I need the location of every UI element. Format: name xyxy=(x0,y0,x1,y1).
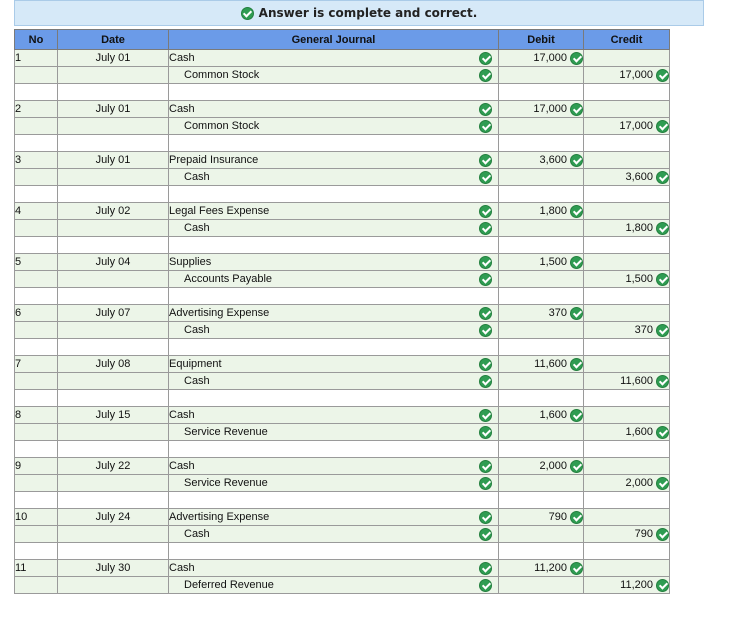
entry-number: 6 xyxy=(15,305,58,322)
check-circle-icon xyxy=(479,205,492,218)
credit-amount-cell[interactable] xyxy=(584,475,670,492)
debit-amount-cell-empty[interactable] xyxy=(499,373,584,390)
empty-cell xyxy=(15,288,58,305)
entry-date[interactable]: July 30 xyxy=(58,560,169,577)
credit-amount: 1,500 xyxy=(625,273,653,285)
credit-amount: 1,800 xyxy=(625,222,653,234)
entry-number: 3 xyxy=(15,152,58,169)
debit-account-cell[interactable] xyxy=(169,509,499,526)
check-circle-icon xyxy=(570,409,583,422)
debit-account-cell[interactable] xyxy=(169,203,499,220)
check-circle-icon xyxy=(479,171,492,184)
entry-date-empty[interactable] xyxy=(58,475,169,492)
credit-amount-cell-empty[interactable] xyxy=(584,560,670,577)
credit-account-cell[interactable] xyxy=(169,322,499,339)
check-circle-icon xyxy=(479,562,492,575)
entry-number-empty xyxy=(15,373,58,390)
journal-spacer-row xyxy=(15,186,670,203)
check-circle-icon xyxy=(570,562,583,575)
empty-cell xyxy=(169,390,499,407)
entry-date[interactable]: July 01 xyxy=(58,50,169,67)
debit-amount-cell[interactable] xyxy=(499,152,584,169)
empty-cell xyxy=(584,135,670,152)
result-banner-text: Answer is complete and correct. xyxy=(258,6,478,20)
journal-entry-credit-row xyxy=(15,424,670,441)
check-circle-icon xyxy=(479,375,492,388)
credit-amount-cell-empty[interactable] xyxy=(584,152,670,169)
debit-amount: 11,600 xyxy=(534,358,567,370)
credit-amount-cell[interactable] xyxy=(584,577,670,594)
check-circle-icon xyxy=(656,528,669,541)
check-circle-icon xyxy=(479,307,492,320)
entry-date[interactable]: July 01 xyxy=(58,101,169,118)
entry-date-empty[interactable] xyxy=(58,373,169,390)
empty-cell xyxy=(169,492,499,509)
debit-account-name: Cash xyxy=(169,52,195,64)
entry-number: 7 xyxy=(15,356,58,373)
debit-account-name: Advertising Expense xyxy=(169,511,270,523)
check-circle-icon xyxy=(479,511,492,524)
journal-entry-credit-row xyxy=(15,169,670,186)
debit-account-name: Legal Fees Expense xyxy=(169,205,270,217)
credit-amount: 17,000 xyxy=(619,69,653,81)
debit-account-name: Cash xyxy=(169,562,195,574)
journal-entry-credit-row xyxy=(15,373,670,390)
empty-cell xyxy=(15,186,58,203)
general-journal-table xyxy=(14,29,670,594)
empty-cell xyxy=(584,492,670,509)
credit-amount-cell-empty[interactable] xyxy=(584,254,670,271)
empty-cell xyxy=(58,186,169,203)
debit-account-cell[interactable] xyxy=(169,305,499,322)
entry-number: 9 xyxy=(15,458,58,475)
empty-cell xyxy=(584,543,670,560)
entry-date[interactable]: July 07 xyxy=(58,305,169,322)
check-circle-icon xyxy=(656,69,669,82)
check-circle-icon xyxy=(479,528,492,541)
journal-entry-debit-row xyxy=(15,509,670,526)
debit-amount: 17,000 xyxy=(533,103,567,115)
debit-account-cell[interactable] xyxy=(169,101,499,118)
journal-spacer-row xyxy=(15,288,670,305)
credit-amount-cell-empty[interactable] xyxy=(584,101,670,118)
empty-cell xyxy=(58,84,169,101)
empty-cell xyxy=(499,186,584,203)
credit-account-cell[interactable] xyxy=(169,373,499,390)
entry-date-empty[interactable] xyxy=(58,322,169,339)
check-circle-icon xyxy=(479,460,492,473)
debit-amount-cell-empty[interactable] xyxy=(499,526,584,543)
check-circle-icon xyxy=(479,256,492,269)
credit-account-cell[interactable] xyxy=(169,577,499,594)
debit-amount-cell-empty[interactable] xyxy=(499,169,584,186)
check-circle-icon xyxy=(570,256,583,269)
empty-cell xyxy=(15,543,58,560)
credit-amount-cell[interactable] xyxy=(584,220,670,237)
credit-amount-cell[interactable] xyxy=(584,424,670,441)
entry-number: 5 xyxy=(15,254,58,271)
journal-body xyxy=(15,50,670,594)
empty-cell xyxy=(169,135,499,152)
check-circle-icon xyxy=(241,7,254,20)
credit-amount: 11,200 xyxy=(620,579,653,591)
journal-entry-credit-row xyxy=(15,475,670,492)
entry-date[interactable]: July 04 xyxy=(58,254,169,271)
check-circle-icon xyxy=(656,222,669,235)
header-debit: Debit xyxy=(499,30,584,50)
debit-amount-cell-empty[interactable] xyxy=(499,220,584,237)
empty-cell xyxy=(15,84,58,101)
entry-number: 11 xyxy=(15,560,58,577)
empty-cell xyxy=(169,186,499,203)
empty-cell xyxy=(499,441,584,458)
credit-amount-cell[interactable] xyxy=(584,322,670,339)
check-circle-icon xyxy=(570,52,583,65)
check-circle-icon xyxy=(479,103,492,116)
entry-number-empty xyxy=(15,169,58,186)
empty-cell xyxy=(58,237,169,254)
credit-account-name: Cash xyxy=(184,324,210,336)
debit-account-name: Equipment xyxy=(169,358,222,370)
journal-spacer-row xyxy=(15,543,670,560)
entry-date-empty[interactable] xyxy=(58,220,169,237)
credit-amount: 17,000 xyxy=(619,120,653,132)
empty-cell xyxy=(584,84,670,101)
empty-cell xyxy=(58,543,169,560)
entry-number: 2 xyxy=(15,101,58,118)
journal-entry-debit-row xyxy=(15,407,670,424)
empty-cell xyxy=(58,339,169,356)
credit-amount-cell[interactable] xyxy=(584,118,670,135)
journal-entry-debit-row xyxy=(15,101,670,118)
check-circle-icon xyxy=(479,154,492,167)
debit-amount-cell[interactable] xyxy=(499,254,584,271)
check-circle-icon xyxy=(570,460,583,473)
check-circle-icon xyxy=(656,171,669,184)
check-circle-icon xyxy=(656,426,669,439)
check-circle-icon xyxy=(656,375,669,388)
empty-cell xyxy=(15,492,58,509)
check-circle-icon xyxy=(479,579,492,592)
debit-amount: 1,500 xyxy=(539,256,567,268)
check-circle-icon xyxy=(656,477,669,490)
entry-date-empty[interactable] xyxy=(58,67,169,84)
check-circle-icon xyxy=(479,222,492,235)
debit-amount-cell-empty[interactable] xyxy=(499,475,584,492)
journal-spacer-row xyxy=(15,441,670,458)
debit-account-name: Advertising Expense xyxy=(169,307,270,319)
journal-spacer-row xyxy=(15,237,670,254)
check-circle-icon xyxy=(570,103,583,116)
empty-cell xyxy=(58,492,169,509)
debit-account-cell[interactable] xyxy=(169,407,499,424)
entry-number-empty xyxy=(15,271,58,288)
entry-number: 10 xyxy=(15,509,58,526)
header-credit: Credit xyxy=(584,30,670,50)
empty-cell xyxy=(58,390,169,407)
check-circle-icon xyxy=(656,273,669,286)
entry-date[interactable]: July 02 xyxy=(58,203,169,220)
entry-number-empty xyxy=(15,67,58,84)
entry-date[interactable]: July 15 xyxy=(58,407,169,424)
debit-account-cell[interactable] xyxy=(169,152,499,169)
credit-account-name: Common Stock xyxy=(184,120,260,132)
journal-entry-credit-row xyxy=(15,220,670,237)
entry-date[interactable]: July 24 xyxy=(58,509,169,526)
empty-cell xyxy=(584,237,670,254)
debit-amount-cell-empty[interactable] xyxy=(499,577,584,594)
journal-spacer-row xyxy=(15,84,670,101)
entry-number-empty xyxy=(15,322,58,339)
credit-amount-cell-empty[interactable] xyxy=(584,203,670,220)
entry-number-empty xyxy=(15,475,58,492)
check-circle-icon xyxy=(479,52,492,65)
debit-account-cell[interactable] xyxy=(169,560,499,577)
entry-date[interactable]: July 01 xyxy=(58,152,169,169)
journal-entry-debit-row xyxy=(15,356,670,373)
credit-account-name: Cash xyxy=(184,222,210,234)
journal-spacer-row xyxy=(15,492,670,509)
credit-amount-cell-empty[interactable] xyxy=(584,356,670,373)
credit-account-name: Cash xyxy=(184,375,210,387)
empty-cell xyxy=(499,543,584,560)
debit-account-cell[interactable] xyxy=(169,458,499,475)
journal-entry-credit-row xyxy=(15,577,670,594)
check-circle-icon xyxy=(656,324,669,337)
debit-amount-cell-empty[interactable] xyxy=(499,322,584,339)
empty-cell xyxy=(169,543,499,560)
credit-account-name: Service Revenue xyxy=(184,426,268,438)
credit-amount-cell[interactable] xyxy=(584,169,670,186)
journal-entry-credit-row xyxy=(15,118,670,135)
journal-entry-debit-row xyxy=(15,152,670,169)
debit-amount-cell[interactable] xyxy=(499,101,584,118)
journal-entry-debit-row xyxy=(15,254,670,271)
header-no: No xyxy=(15,30,58,50)
debit-account-name: Cash xyxy=(169,460,195,472)
debit-account-cell[interactable] xyxy=(169,356,499,373)
check-circle-icon xyxy=(570,205,583,218)
empty-cell xyxy=(499,84,584,101)
journal-entry-debit-row xyxy=(15,305,670,322)
credit-amount-cell-empty[interactable] xyxy=(584,407,670,424)
debit-amount: 790 xyxy=(548,511,567,523)
entry-date-empty[interactable] xyxy=(58,271,169,288)
debit-amount: 3,600 xyxy=(539,154,567,166)
empty-cell xyxy=(15,390,58,407)
result-banner xyxy=(14,0,704,26)
credit-account-cell[interactable] xyxy=(169,526,499,543)
empty-cell xyxy=(15,135,58,152)
debit-amount: 370 xyxy=(548,307,567,319)
empty-cell xyxy=(169,339,499,356)
entry-number: 4 xyxy=(15,203,58,220)
credit-account-cell[interactable] xyxy=(169,169,499,186)
debit-amount-cell[interactable] xyxy=(499,458,584,475)
check-circle-icon xyxy=(479,426,492,439)
entry-date[interactable]: July 22 xyxy=(58,458,169,475)
check-circle-icon xyxy=(479,120,492,133)
credit-account-cell[interactable] xyxy=(169,475,499,492)
empty-cell xyxy=(169,288,499,305)
check-circle-icon xyxy=(479,324,492,337)
journal-entry-debit-row xyxy=(15,203,670,220)
header-date: Date xyxy=(58,30,169,50)
entry-date-empty[interactable] xyxy=(58,577,169,594)
journal-entry-debit-row xyxy=(15,458,670,475)
table-header-row xyxy=(15,30,670,50)
credit-amount-cell[interactable] xyxy=(584,67,670,84)
journal-entry-credit-row xyxy=(15,271,670,288)
credit-amount-cell[interactable] xyxy=(584,271,670,288)
debit-amount-cell-empty[interactable] xyxy=(499,424,584,441)
credit-account-name: Common Stock xyxy=(184,69,260,81)
debit-amount-cell-empty[interactable] xyxy=(499,67,584,84)
entry-date-empty[interactable] xyxy=(58,424,169,441)
empty-cell xyxy=(15,237,58,254)
check-circle-icon xyxy=(479,409,492,422)
entry-number-empty xyxy=(15,424,58,441)
entry-number: 8 xyxy=(15,407,58,424)
empty-cell xyxy=(169,237,499,254)
journal-spacer-row xyxy=(15,135,670,152)
debit-amount-cell[interactable] xyxy=(499,50,584,67)
debit-account-cell[interactable] xyxy=(169,254,499,271)
empty-cell xyxy=(499,390,584,407)
debit-amount-cell[interactable] xyxy=(499,305,584,322)
empty-cell xyxy=(58,441,169,458)
check-circle-icon xyxy=(479,358,492,371)
entry-date-empty[interactable] xyxy=(58,169,169,186)
empty-cell xyxy=(15,441,58,458)
credit-amount-cell-empty[interactable] xyxy=(584,509,670,526)
journal-spacer-row xyxy=(15,390,670,407)
credit-amount-cell[interactable] xyxy=(584,526,670,543)
debit-amount: 2,000 xyxy=(539,460,567,472)
debit-account-name: Cash xyxy=(169,103,195,115)
empty-cell xyxy=(169,84,499,101)
journal-entry-credit-row xyxy=(15,322,670,339)
credit-account-cell[interactable] xyxy=(169,271,499,288)
header-general-journal: General Journal xyxy=(169,30,499,50)
debit-amount-cell[interactable] xyxy=(499,407,584,424)
debit-account-cell[interactable] xyxy=(169,50,499,67)
empty-cell xyxy=(499,135,584,152)
check-circle-icon xyxy=(656,120,669,133)
journal-entry-debit-row xyxy=(15,560,670,577)
empty-cell xyxy=(499,288,584,305)
entry-number-empty xyxy=(15,526,58,543)
entry-number: 1 xyxy=(15,50,58,67)
debit-account-name: Supplies xyxy=(169,256,212,268)
entry-date[interactable]: July 08 xyxy=(58,356,169,373)
journal-entry-credit-row xyxy=(15,526,670,543)
credit-amount: 2,000 xyxy=(625,477,653,489)
empty-cell xyxy=(584,339,670,356)
empty-cell xyxy=(499,492,584,509)
entry-number-empty xyxy=(15,577,58,594)
empty-cell xyxy=(584,288,670,305)
debit-amount: 11,200 xyxy=(534,562,567,574)
empty-cell xyxy=(15,339,58,356)
credit-amount: 3,600 xyxy=(625,171,653,183)
credit-amount: 370 xyxy=(634,324,653,336)
credit-account-name: Accounts Payable xyxy=(184,273,273,285)
check-circle-icon xyxy=(656,579,669,592)
empty-cell xyxy=(58,135,169,152)
journal-entry-credit-row xyxy=(15,67,670,84)
entry-date-empty[interactable] xyxy=(58,526,169,543)
empty-cell xyxy=(169,441,499,458)
credit-amount-cell-empty[interactable] xyxy=(584,305,670,322)
credit-account-name: Service Revenue xyxy=(184,477,268,489)
credit-account-name: Cash xyxy=(184,171,210,183)
check-circle-icon xyxy=(570,154,583,167)
check-circle-icon xyxy=(570,511,583,524)
check-circle-icon xyxy=(570,307,583,320)
empty-cell xyxy=(58,288,169,305)
entry-number-empty xyxy=(15,220,58,237)
check-circle-icon xyxy=(479,273,492,286)
credit-amount: 1,600 xyxy=(625,426,653,438)
debit-amount-cell-empty[interactable] xyxy=(499,271,584,288)
entry-date-empty[interactable] xyxy=(58,118,169,135)
credit-account-cell[interactable] xyxy=(169,67,499,84)
empty-cell xyxy=(584,390,670,407)
empty-cell xyxy=(584,441,670,458)
credit-account-cell[interactable] xyxy=(169,118,499,135)
credit-amount-cell[interactable] xyxy=(584,373,670,390)
empty-cell xyxy=(499,237,584,254)
check-circle-icon xyxy=(479,477,492,490)
empty-cell xyxy=(584,186,670,203)
entry-number-empty xyxy=(15,118,58,135)
journal-spacer-row xyxy=(15,339,670,356)
debit-amount: 17,000 xyxy=(533,52,567,64)
empty-cell xyxy=(499,339,584,356)
credit-amount-cell-empty[interactable] xyxy=(584,458,670,475)
debit-amount-cell[interactable] xyxy=(499,356,584,373)
credit-amount-cell-empty[interactable] xyxy=(584,50,670,67)
credit-account-name: Cash xyxy=(184,528,210,540)
debit-amount-cell-empty[interactable] xyxy=(499,118,584,135)
check-circle-icon xyxy=(570,358,583,371)
debit-amount-cell[interactable] xyxy=(499,509,584,526)
debit-amount: 1,800 xyxy=(539,205,567,217)
credit-account-cell[interactable] xyxy=(169,424,499,441)
debit-account-name: Cash xyxy=(169,409,195,421)
credit-amount: 11,600 xyxy=(620,375,653,387)
debit-amount: 1,600 xyxy=(539,409,567,421)
credit-amount: 790 xyxy=(634,528,653,540)
debit-account-name: Prepaid Insurance xyxy=(169,154,259,166)
journal-entry-debit-row xyxy=(15,50,670,67)
debit-amount-cell[interactable] xyxy=(499,203,584,220)
check-circle-icon xyxy=(479,69,492,82)
credit-account-cell[interactable] xyxy=(169,220,499,237)
credit-account-name: Deferred Revenue xyxy=(184,579,274,591)
debit-amount-cell[interactable] xyxy=(499,560,584,577)
